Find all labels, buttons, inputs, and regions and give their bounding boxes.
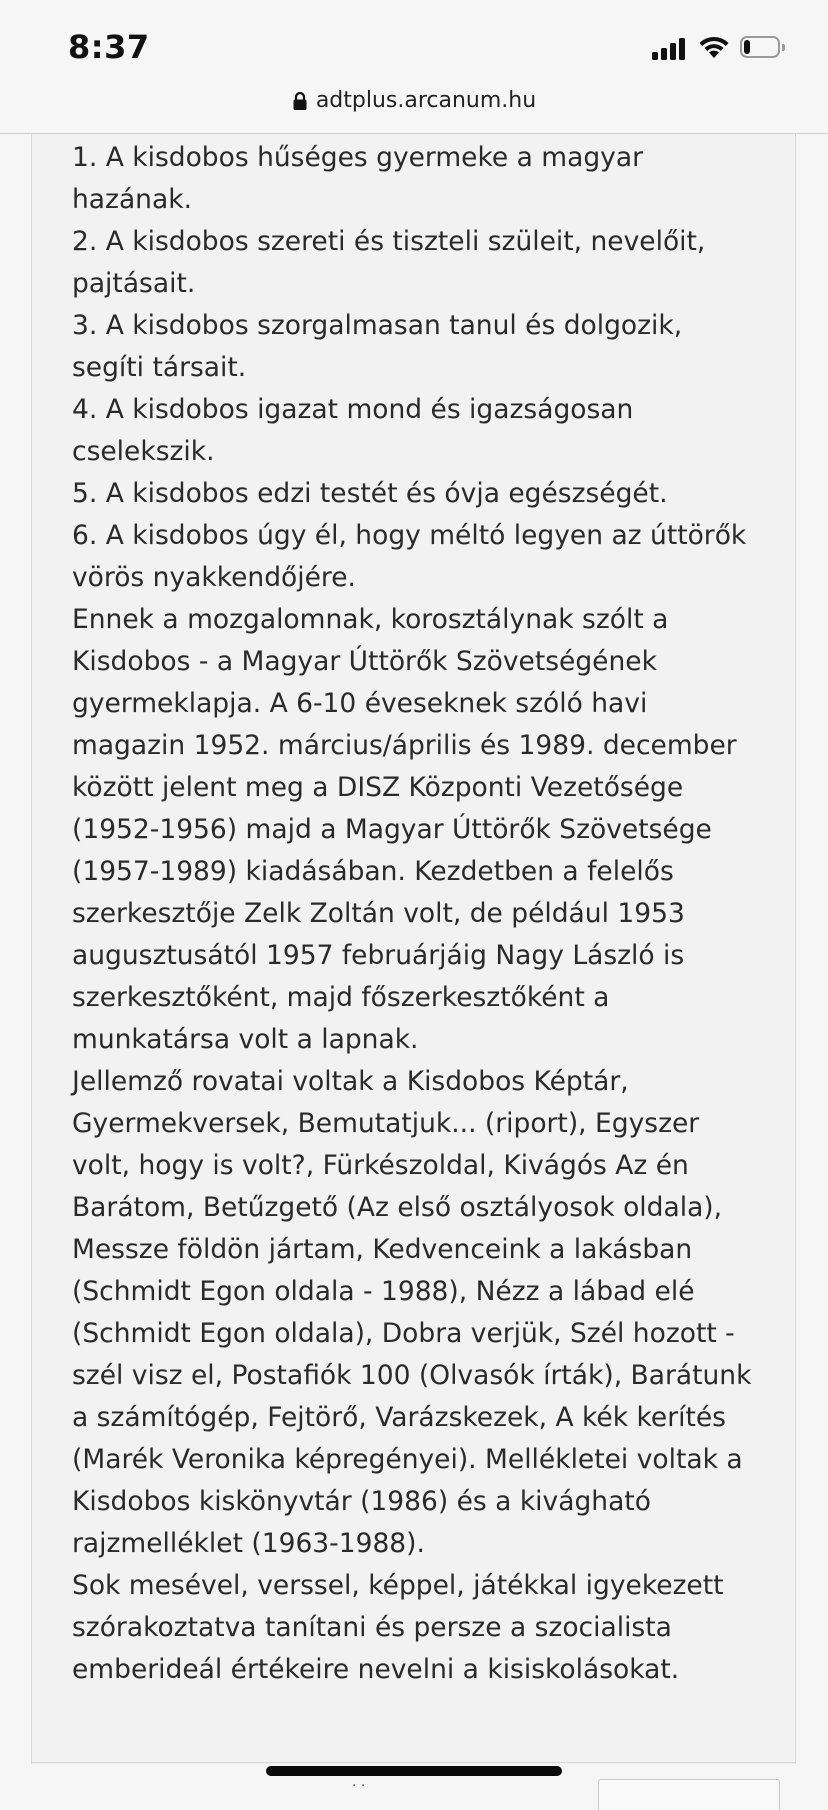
closing-paragraph: Sok mesével, verssel, képpel, játékkal igyekezett szórakoztatva tanítani és persze a szocialista emberideál értékeire nevelni a kisiskolásokat. [72, 1570, 724, 1685]
rule-4: 4. A kisdobos igazat mond és igazságosan cselekszik. [72, 394, 634, 467]
footer-button-partial[interactable] [598, 1779, 780, 1810]
rule-6: 6. A kisdobos úgy él, hogy méltó legyen az úttörők vörös nyakkendőjére. [72, 520, 747, 593]
home-indicator[interactable] [266, 1766, 562, 1776]
status-time: 8:37 [68, 28, 150, 66]
columns-paragraph: Jellemző rovatai voltak a Kisdobos Képtár, Gyermekversek, Bemutatjuk... (riport), Egyszer volt, hogy is volt?, Fürkészoldal, Kivágós Az én Barátom, Betűzgető (Az első osztályosok oldala), Messze földön jártam, Kedvenceink a lakásban (Schmidt Egon oldala - 1988), Nézz a lábad elé (Schmidt Egon oldala), Dobra verjük, Szél hozott - szél visz el, Postafiók 100 (Olvasók írták), Barátunk a számítógép, Fejtörő, Varázskezek, A kék kerítés (Marék Veronika képregényei). Mellékletei voltak a Kisdobos kiskönyvtár (1986) és a kivágható rajzmelléklet (1963-1988). [72, 1066, 752, 1559]
rule-3: 3. A kisdobos szorgalmasan tanul és dolgozik, segíti társait. [72, 310, 683, 383]
rule-5: 5. A kisdobos edzi testét és óvja egészségét. [72, 478, 668, 509]
article-body [72, 137, 762, 1691]
rule-1: 1. A kisdobos hűséges gyermeke a magyar hazának. [72, 142, 643, 215]
panel-bottom-border [31, 1762, 796, 1763]
url-text[interactable]: adtplus.arcanum.hu [315, 88, 537, 113]
wifi-icon [698, 34, 730, 60]
status-bar [0, 0, 828, 88]
rule-2: 2. A kisdobos szereti és tiszteli szüleit, nevelőit, pajtásait. [72, 226, 706, 299]
history-paragraph: Ennek a mozgalomnak, korosztálynak szólt a Kisdobos - a Magyar Úttörők Szövetségének gyermeklapja. A 6-10 éveseknek szóló havi magazin 1952. március/április és 1989. december között jelent meg a DISZ Központi Vezetősége (1952-1956) majd a Magyar Úttörők Szövetsége (1957-1989) kiadásában. Kezdetben a felelős szerkesztője Zelk Zoltán volt, de például 1953 augusztusától 1957 februárjáig Nagy László is szerkesztőként, majd főszerkesztőként a munkatársa volt a lapnak. [72, 604, 737, 1055]
footer-partial-text: · · [352, 1778, 366, 1794]
address-bar[interactable] [0, 84, 828, 132]
cellular-signal-icon [652, 36, 690, 60]
battery-icon [740, 36, 786, 60]
lock-icon [292, 91, 308, 111]
